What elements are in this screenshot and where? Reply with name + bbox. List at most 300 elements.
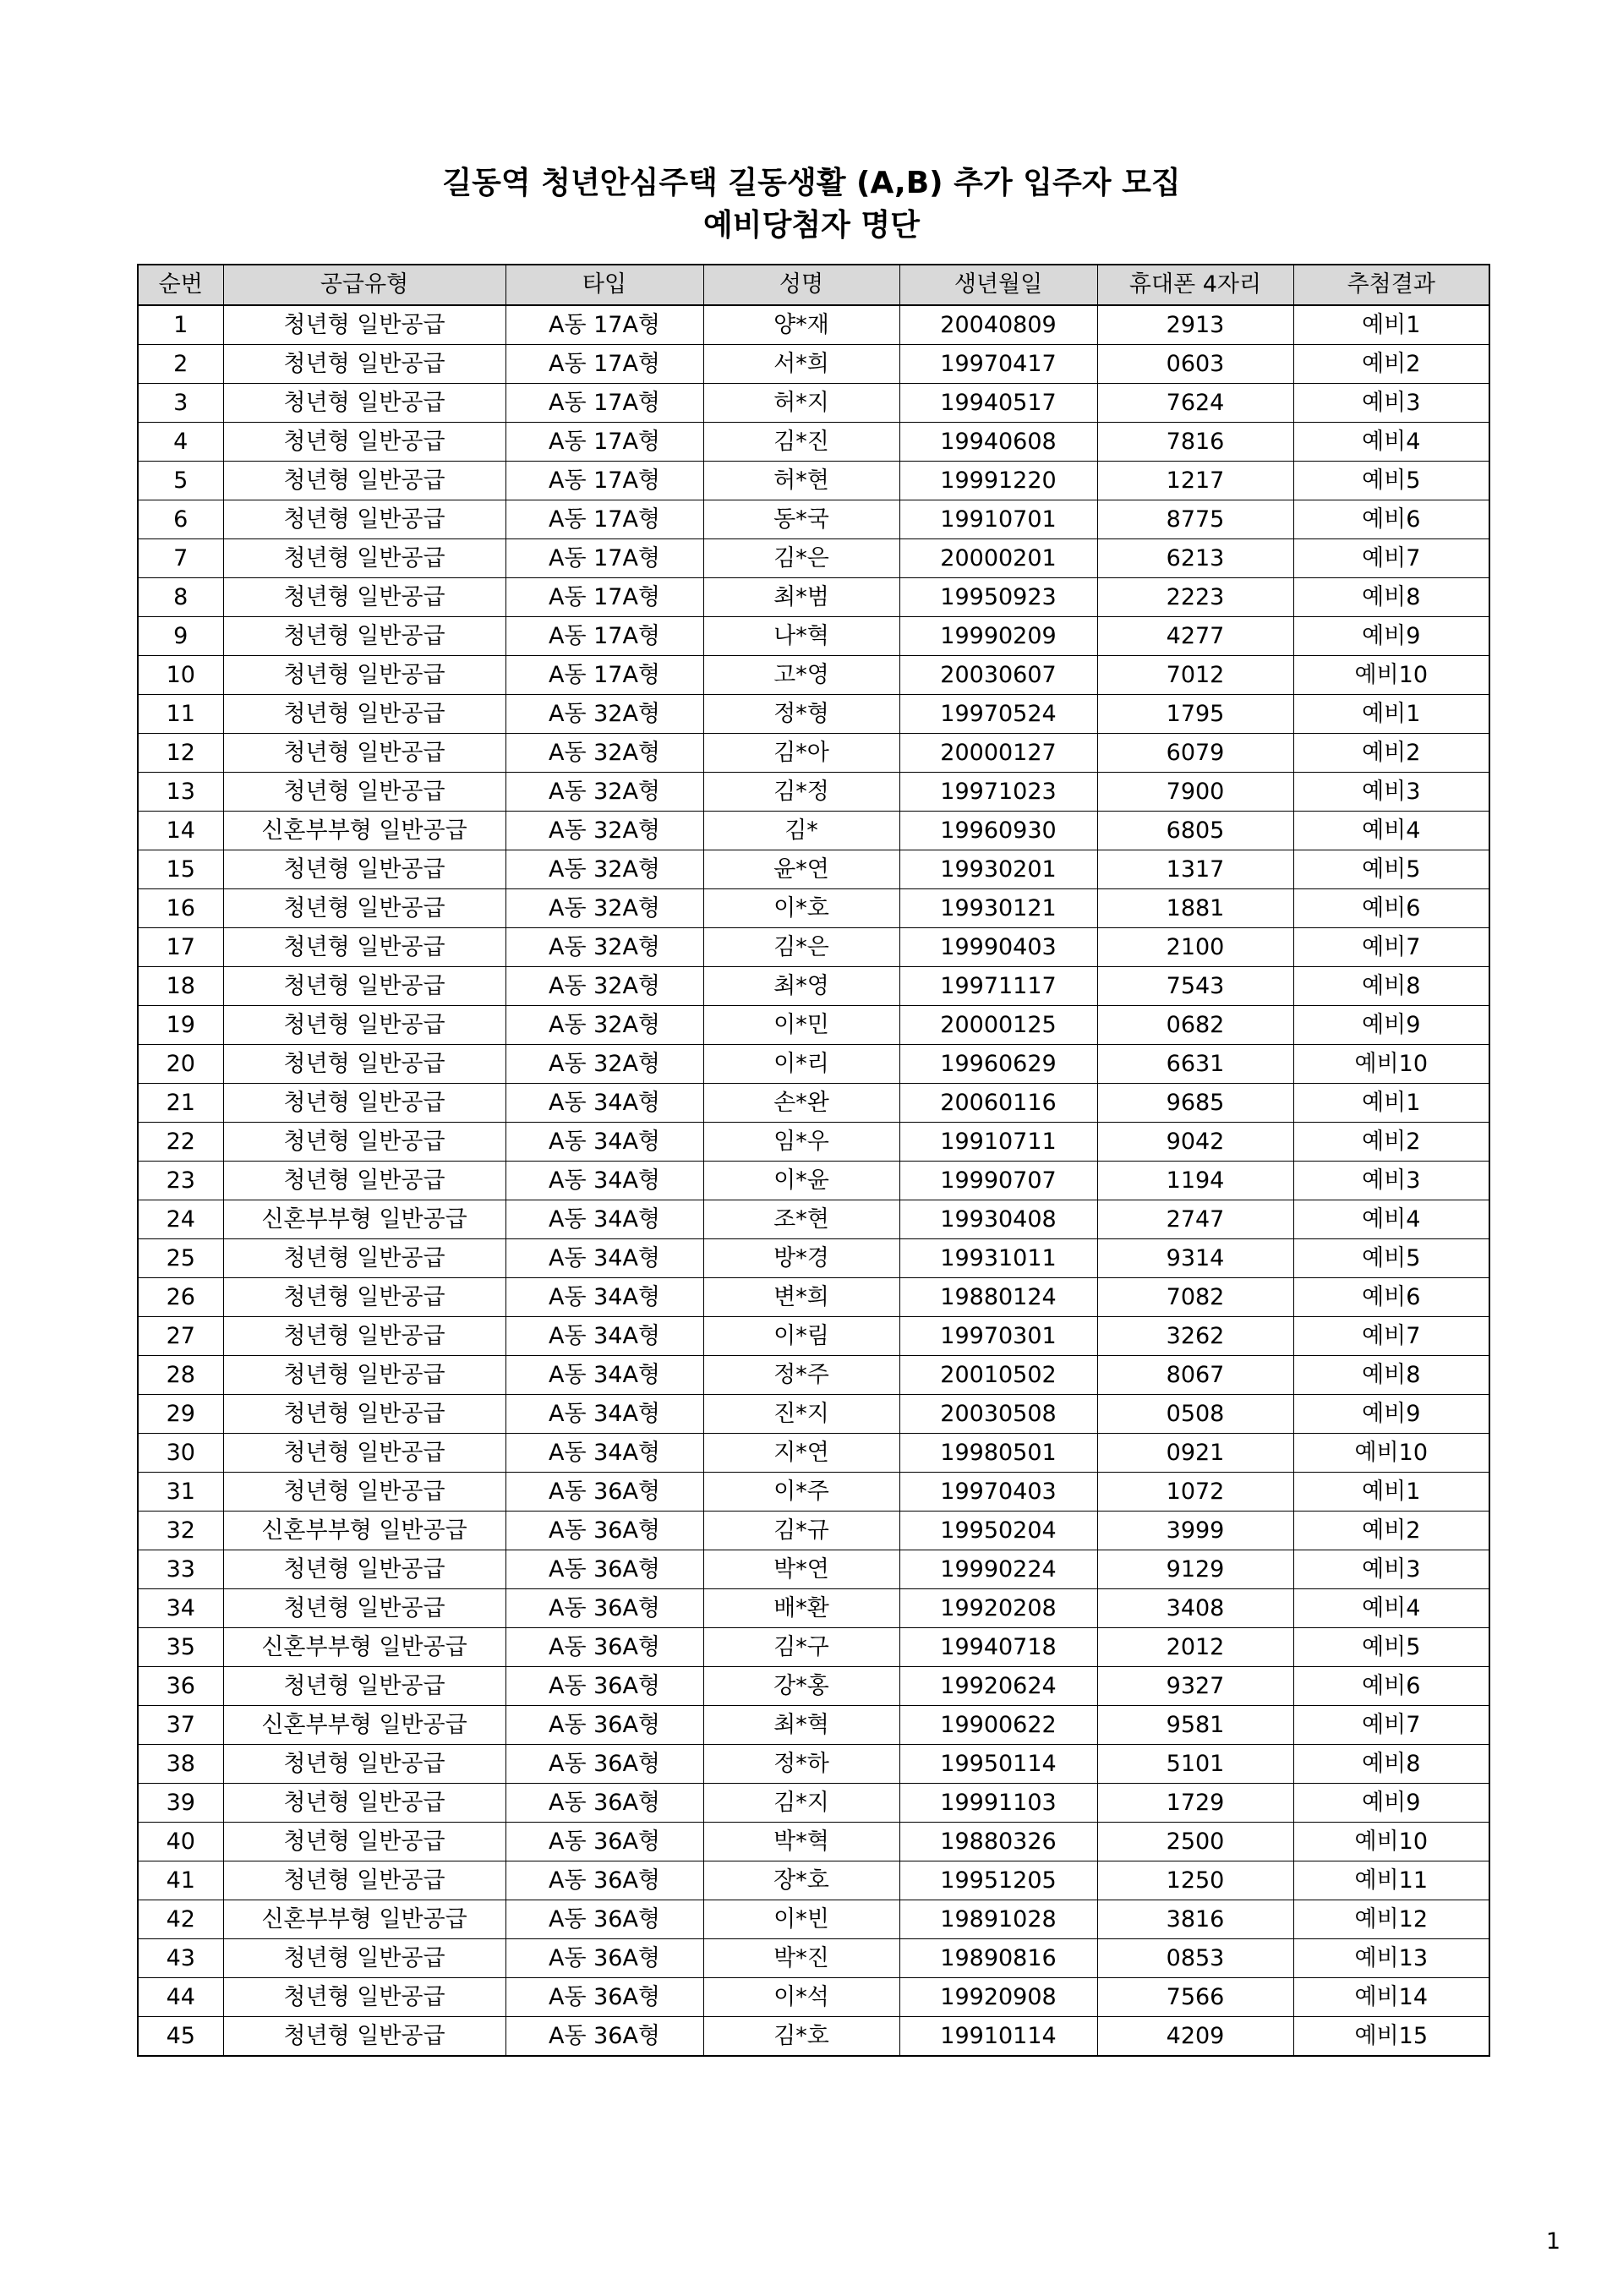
cell-unit-type: A동 17A형 <box>505 539 703 578</box>
cell-supply-type: 청년형 일반공급 <box>223 734 505 773</box>
cell-phone-last4: 2223 <box>1097 578 1293 617</box>
cell-draw-result: 예비1 <box>1293 695 1489 734</box>
cell-birthdate: 19920624 <box>899 1667 1097 1706</box>
cell-phone-last4: 2747 <box>1097 1200 1293 1239</box>
cell-supply-type: 청년형 일반공급 <box>223 1667 505 1706</box>
cell-unit-type: A동 32A형 <box>505 812 703 850</box>
cell-supply-type: 신혼부부형 일반공급 <box>223 1706 505 1745</box>
cell-birthdate: 19920908 <box>899 1978 1097 2017</box>
cell-seq: 28 <box>138 1356 223 1395</box>
cell-name: 정*하 <box>703 1745 899 1784</box>
cell-seq: 26 <box>138 1278 223 1317</box>
cell-unit-type: A동 17A형 <box>505 384 703 423</box>
cell-seq: 40 <box>138 1823 223 1861</box>
table-row <box>138 656 1489 695</box>
table-row <box>138 1784 1489 1823</box>
cell-seq: 21 <box>138 1084 223 1123</box>
cell-unit-type: A동 17A형 <box>505 500 703 539</box>
table-row <box>138 1512 1489 1550</box>
cell-unit-type: A동 34A형 <box>505 1356 703 1395</box>
cell-name: 진*지 <box>703 1395 899 1434</box>
cell-seq: 30 <box>138 1434 223 1473</box>
cell-seq: 29 <box>138 1395 223 1434</box>
cell-unit-type: A동 36A형 <box>505 1473 703 1512</box>
cell-seq: 33 <box>138 1550 223 1589</box>
cell-supply-type: 청년형 일반공급 <box>223 1317 505 1356</box>
table-row <box>138 1823 1489 1861</box>
cell-unit-type: A동 36A형 <box>505 1939 703 1978</box>
cell-seq: 8 <box>138 578 223 617</box>
cell-name: 김*규 <box>703 1512 899 1550</box>
cell-name: 최*혁 <box>703 1706 899 1745</box>
cell-name: 이*빈 <box>703 1900 899 1939</box>
cell-name: 김* <box>703 812 899 850</box>
cell-unit-type: A동 36A형 <box>505 1667 703 1706</box>
cell-phone-last4: 9129 <box>1097 1550 1293 1589</box>
cell-seq: 15 <box>138 850 223 889</box>
cell-name: 변*희 <box>703 1278 899 1317</box>
cell-seq: 44 <box>138 1978 223 2017</box>
table-row <box>138 423 1489 462</box>
cell-seq: 12 <box>138 734 223 773</box>
cell-phone-last4: 7816 <box>1097 423 1293 462</box>
cell-supply-type: 청년형 일반공급 <box>223 1978 505 2017</box>
cell-phone-last4: 0508 <box>1097 1395 1293 1434</box>
cell-birthdate: 19971023 <box>899 773 1097 812</box>
cell-seq: 3 <box>138 384 223 423</box>
cell-birthdate: 19920208 <box>899 1589 1097 1628</box>
cell-unit-type: A동 34A형 <box>505 1395 703 1434</box>
cell-unit-type: A동 36A형 <box>505 1550 703 1589</box>
cell-unit-type: A동 36A형 <box>505 1861 703 1900</box>
cell-birthdate: 19970417 <box>899 345 1097 384</box>
cell-birthdate: 19930201 <box>899 850 1097 889</box>
cell-name: 최*범 <box>703 578 899 617</box>
cell-unit-type: A동 32A형 <box>505 773 703 812</box>
cell-draw-result: 예비4 <box>1293 1589 1489 1628</box>
table-row <box>138 1356 1489 1395</box>
cell-name: 정*주 <box>703 1356 899 1395</box>
cell-name: 김*은 <box>703 539 899 578</box>
cell-name: 김*진 <box>703 423 899 462</box>
cell-draw-result: 예비2 <box>1293 734 1489 773</box>
table-row <box>138 1434 1489 1473</box>
cell-supply-type: 청년형 일반공급 <box>223 1473 505 1512</box>
cell-phone-last4: 7543 <box>1097 967 1293 1006</box>
cell-birthdate: 19991103 <box>899 1784 1097 1823</box>
cell-supply-type: 신혼부부형 일반공급 <box>223 1900 505 1939</box>
cell-phone-last4: 2913 <box>1097 305 1293 345</box>
cell-seq: 42 <box>138 1900 223 1939</box>
cell-name: 이*주 <box>703 1473 899 1512</box>
cell-supply-type: 청년형 일반공급 <box>223 1823 505 1861</box>
cell-unit-type: A동 17A형 <box>505 656 703 695</box>
cell-birthdate: 19880326 <box>899 1823 1097 1861</box>
cell-birthdate: 19891028 <box>899 1900 1097 1939</box>
cell-phone-last4: 1317 <box>1097 850 1293 889</box>
cell-birthdate: 19910114 <box>899 2017 1097 2057</box>
cell-seq: 38 <box>138 1745 223 1784</box>
cell-supply-type: 청년형 일반공급 <box>223 1123 505 1162</box>
cell-unit-type: A동 17A형 <box>505 617 703 656</box>
document-subtitle: 예비당첨자 명단 <box>703 208 920 243</box>
cell-birthdate: 20040809 <box>899 305 1097 345</box>
cell-phone-last4: 0853 <box>1097 1939 1293 1978</box>
cell-seq: 23 <box>138 1162 223 1200</box>
cell-birthdate: 19910701 <box>899 500 1097 539</box>
table-row <box>138 812 1489 850</box>
cell-name: 이*리 <box>703 1045 899 1084</box>
cell-seq: 11 <box>138 695 223 734</box>
cell-draw-result: 예비12 <box>1293 1900 1489 1939</box>
cell-birthdate: 19950204 <box>899 1512 1097 1550</box>
cell-supply-type: 신혼부부형 일반공급 <box>223 1512 505 1550</box>
cell-name: 서*희 <box>703 345 899 384</box>
cell-draw-result: 예비10 <box>1293 1823 1489 1861</box>
cell-unit-type: A동 36A형 <box>505 2017 703 2057</box>
table-row <box>138 734 1489 773</box>
cell-name: 이*림 <box>703 1317 899 1356</box>
cell-birthdate: 19980501 <box>899 1434 1097 1473</box>
cell-name: 김*은 <box>703 928 899 967</box>
cell-supply-type: 청년형 일반공급 <box>223 1939 505 1978</box>
cell-name: 김*구 <box>703 1628 899 1667</box>
cell-seq: 27 <box>138 1317 223 1356</box>
table-row <box>138 850 1489 889</box>
table-row <box>138 1667 1489 1706</box>
cell-draw-result: 예비3 <box>1293 773 1489 812</box>
cell-name: 이*호 <box>703 889 899 928</box>
cell-unit-type: A동 34A형 <box>505 1317 703 1356</box>
cell-phone-last4: 1250 <box>1097 1861 1293 1900</box>
cell-draw-result: 예비6 <box>1293 889 1489 928</box>
cell-birthdate: 19960930 <box>899 812 1097 850</box>
table-row <box>138 1978 1489 2017</box>
cell-phone-last4: 0682 <box>1097 1006 1293 1045</box>
cell-draw-result: 예비13 <box>1293 1939 1489 1978</box>
cell-phone-last4: 7566 <box>1097 1978 1293 2017</box>
cell-seq: 45 <box>138 2017 223 2057</box>
cell-supply-type: 청년형 일반공급 <box>223 423 505 462</box>
cell-name: 임*우 <box>703 1123 899 1162</box>
cell-unit-type: A동 36A형 <box>505 1900 703 1939</box>
cell-phone-last4: 1072 <box>1097 1473 1293 1512</box>
cell-supply-type: 청년형 일반공급 <box>223 1045 505 1084</box>
cell-supply-type: 청년형 일반공급 <box>223 1434 505 1473</box>
cell-supply-type: 청년형 일반공급 <box>223 305 505 345</box>
cell-unit-type: A동 36A형 <box>505 1589 703 1628</box>
table-row <box>138 617 1489 656</box>
cell-seq: 41 <box>138 1861 223 1900</box>
cell-draw-result: 예비10 <box>1293 656 1489 695</box>
cell-name: 김*아 <box>703 734 899 773</box>
cell-draw-result: 예비5 <box>1293 462 1489 500</box>
cell-phone-last4: 6213 <box>1097 539 1293 578</box>
cell-draw-result: 예비9 <box>1293 617 1489 656</box>
cell-supply-type: 청년형 일반공급 <box>223 695 505 734</box>
cell-seq: 36 <box>138 1667 223 1706</box>
cell-phone-last4: 7012 <box>1097 656 1293 695</box>
cell-draw-result: 예비4 <box>1293 423 1489 462</box>
table-row <box>138 889 1489 928</box>
cell-name: 강*홍 <box>703 1667 899 1706</box>
cell-birthdate: 19910711 <box>899 1123 1097 1162</box>
cell-draw-result: 예비8 <box>1293 578 1489 617</box>
cell-supply-type: 청년형 일반공급 <box>223 1239 505 1278</box>
cell-unit-type: A동 34A형 <box>505 1239 703 1278</box>
cell-phone-last4: 7900 <box>1097 773 1293 812</box>
cell-draw-result: 예비9 <box>1293 1395 1489 1434</box>
table-row <box>138 1939 1489 1978</box>
cell-phone-last4: 3408 <box>1097 1589 1293 1628</box>
table-row <box>138 345 1489 384</box>
cell-phone-last4: 1217 <box>1097 462 1293 500</box>
header-supply-type: 공급유형 <box>223 265 505 305</box>
cell-name: 김*호 <box>703 2017 899 2057</box>
header-birthdate: 생년월일 <box>899 265 1097 305</box>
cell-supply-type: 청년형 일반공급 <box>223 1395 505 1434</box>
cell-supply-type: 청년형 일반공급 <box>223 656 505 695</box>
cell-draw-result: 예비3 <box>1293 1162 1489 1200</box>
cell-draw-result: 예비7 <box>1293 1317 1489 1356</box>
cell-seq: 24 <box>138 1200 223 1239</box>
cell-name: 방*경 <box>703 1239 899 1278</box>
cell-seq: 22 <box>138 1123 223 1162</box>
cell-draw-result: 예비8 <box>1293 1745 1489 1784</box>
cell-birthdate: 20030508 <box>899 1395 1097 1434</box>
cell-birthdate: 20060116 <box>899 1084 1097 1123</box>
cell-unit-type: A동 17A형 <box>505 305 703 345</box>
table-row <box>138 1900 1489 1939</box>
cell-phone-last4: 8775 <box>1097 500 1293 539</box>
table-row <box>138 1162 1489 1200</box>
cell-supply-type: 청년형 일반공급 <box>223 462 505 500</box>
cell-birthdate: 19940608 <box>899 423 1097 462</box>
table-row <box>138 928 1489 967</box>
table-row <box>138 967 1489 1006</box>
cell-unit-type: A동 34A형 <box>505 1434 703 1473</box>
cell-birthdate: 19930121 <box>899 889 1097 928</box>
cell-unit-type: A동 36A형 <box>505 1706 703 1745</box>
cell-birthdate: 19930408 <box>899 1200 1097 1239</box>
cell-draw-result: 예비7 <box>1293 539 1489 578</box>
cell-name: 박*연 <box>703 1550 899 1589</box>
cell-draw-result: 예비2 <box>1293 1512 1489 1550</box>
cell-supply-type: 청년형 일반공급 <box>223 578 505 617</box>
cell-name: 김*지 <box>703 1784 899 1823</box>
cell-unit-type: A동 17A형 <box>505 423 703 462</box>
cell-name: 윤*연 <box>703 850 899 889</box>
cell-unit-type: A동 34A형 <box>505 1278 703 1317</box>
cell-draw-result: 예비1 <box>1293 1084 1489 1123</box>
header-draw-result: 추첨결과 <box>1293 265 1489 305</box>
cell-unit-type: A동 34A형 <box>505 1123 703 1162</box>
cell-seq: 20 <box>138 1045 223 1084</box>
table-header-row <box>138 265 1489 305</box>
cell-phone-last4: 4209 <box>1097 2017 1293 2057</box>
cell-draw-result: 예비11 <box>1293 1861 1489 1900</box>
cell-unit-type: A동 34A형 <box>505 1162 703 1200</box>
cell-seq: 16 <box>138 889 223 928</box>
cell-supply-type: 청년형 일반공급 <box>223 889 505 928</box>
cell-birthdate: 19900622 <box>899 1706 1097 1745</box>
cell-unit-type: A동 36A형 <box>505 1628 703 1667</box>
cell-phone-last4: 0921 <box>1097 1434 1293 1473</box>
cell-birthdate: 19990224 <box>899 1550 1097 1589</box>
cell-seq: 32 <box>138 1512 223 1550</box>
cell-birthdate: 19990209 <box>899 617 1097 656</box>
cell-phone-last4: 9327 <box>1097 1667 1293 1706</box>
cell-phone-last4: 2012 <box>1097 1628 1293 1667</box>
cell-unit-type: A동 17A형 <box>505 345 703 384</box>
cell-draw-result: 예비9 <box>1293 1784 1489 1823</box>
cell-unit-type: A동 32A형 <box>505 1045 703 1084</box>
table-row <box>138 1745 1489 1784</box>
table-row <box>138 1628 1489 1667</box>
cell-phone-last4: 3999 <box>1097 1512 1293 1550</box>
cell-draw-result: 예비5 <box>1293 1239 1489 1278</box>
cell-unit-type: A동 34A형 <box>505 1200 703 1239</box>
cell-phone-last4: 5101 <box>1097 1745 1293 1784</box>
cell-supply-type: 청년형 일반공급 <box>223 1745 505 1784</box>
cell-supply-type: 청년형 일반공급 <box>223 617 505 656</box>
cell-seq: 34 <box>138 1589 223 1628</box>
cell-seq: 9 <box>138 617 223 656</box>
table-row <box>138 1045 1489 1084</box>
cell-seq: 7 <box>138 539 223 578</box>
table-row <box>138 1200 1489 1239</box>
cell-birthdate: 19940517 <box>899 384 1097 423</box>
cell-unit-type: A동 32A형 <box>505 734 703 773</box>
cell-phone-last4: 1729 <box>1097 1784 1293 1823</box>
table-row <box>138 1589 1489 1628</box>
cell-phone-last4: 2100 <box>1097 928 1293 967</box>
cell-supply-type: 청년형 일반공급 <box>223 2017 505 2057</box>
cell-supply-type: 청년형 일반공급 <box>223 345 505 384</box>
cell-draw-result: 예비10 <box>1293 1045 1489 1084</box>
cell-phone-last4: 1795 <box>1097 695 1293 734</box>
cell-seq: 6 <box>138 500 223 539</box>
cell-birthdate: 19970403 <box>899 1473 1097 1512</box>
cell-phone-last4: 8067 <box>1097 1356 1293 1395</box>
cell-draw-result: 예비8 <box>1293 967 1489 1006</box>
cell-seq: 31 <box>138 1473 223 1512</box>
cell-unit-type: A동 36A형 <box>505 1745 703 1784</box>
cell-name: 동*국 <box>703 500 899 539</box>
cell-name: 지*연 <box>703 1434 899 1473</box>
page-number: 1 <box>1545 2228 1560 2255</box>
table-row <box>138 384 1489 423</box>
table-row <box>138 578 1489 617</box>
cell-supply-type: 청년형 일반공급 <box>223 1084 505 1123</box>
cell-supply-type: 청년형 일반공급 <box>223 1550 505 1589</box>
cell-supply-type: 청년형 일반공급 <box>223 1589 505 1628</box>
cell-phone-last4: 6079 <box>1097 734 1293 773</box>
cell-name: 허*지 <box>703 384 899 423</box>
cell-name: 고*영 <box>703 656 899 695</box>
cell-phone-last4: 3262 <box>1097 1317 1293 1356</box>
header-phone-last4: 휴대폰 4자리 <box>1097 265 1293 305</box>
cell-draw-result: 예비2 <box>1293 345 1489 384</box>
header-name: 성명 <box>703 265 899 305</box>
cell-name: 이*석 <box>703 1978 899 2017</box>
cell-draw-result: 예비3 <box>1293 384 1489 423</box>
cell-supply-type: 청년형 일반공급 <box>223 1006 505 1045</box>
cell-seq: 37 <box>138 1706 223 1745</box>
cell-draw-result: 예비15 <box>1293 2017 1489 2057</box>
cell-draw-result: 예비8 <box>1293 1356 1489 1395</box>
cell-birthdate: 20030607 <box>899 656 1097 695</box>
cell-supply-type: 청년형 일반공급 <box>223 1784 505 1823</box>
cell-name: 장*호 <box>703 1861 899 1900</box>
cell-draw-result: 예비3 <box>1293 1550 1489 1589</box>
cell-phone-last4: 9685 <box>1097 1084 1293 1123</box>
table-body <box>138 305 1489 2056</box>
cell-name: 이*윤 <box>703 1162 899 1200</box>
cell-seq: 39 <box>138 1784 223 1823</box>
cell-seq: 18 <box>138 967 223 1006</box>
table-row <box>138 1317 1489 1356</box>
cell-seq: 13 <box>138 773 223 812</box>
cell-draw-result: 예비1 <box>1293 1473 1489 1512</box>
cell-birthdate: 19971117 <box>899 967 1097 1006</box>
cell-supply-type: 신혼부부형 일반공급 <box>223 812 505 850</box>
cell-seq: 14 <box>138 812 223 850</box>
cell-birthdate: 20000125 <box>899 1006 1097 1045</box>
table-row <box>138 1395 1489 1434</box>
cell-unit-type: A동 32A형 <box>505 889 703 928</box>
cell-draw-result: 예비10 <box>1293 1434 1489 1473</box>
cell-unit-type: A동 32A형 <box>505 1006 703 1045</box>
table-row <box>138 695 1489 734</box>
cell-draw-result: 예비7 <box>1293 1706 1489 1745</box>
cell-birthdate: 20010502 <box>899 1356 1097 1395</box>
cell-phone-last4: 2500 <box>1097 1823 1293 1861</box>
cell-supply-type: 청년형 일반공급 <box>223 1162 505 1200</box>
cell-seq: 19 <box>138 1006 223 1045</box>
cell-birthdate: 20000127 <box>899 734 1097 773</box>
cell-draw-result: 예비5 <box>1293 850 1489 889</box>
cell-phone-last4: 9581 <box>1097 1706 1293 1745</box>
cell-phone-last4: 6805 <box>1097 812 1293 850</box>
cell-birthdate: 19990707 <box>899 1162 1097 1200</box>
header-seq: 순번 <box>138 265 223 305</box>
table-row <box>138 1861 1489 1900</box>
cell-seq: 5 <box>138 462 223 500</box>
cell-seq: 1 <box>138 305 223 345</box>
cell-birthdate: 19970301 <box>899 1317 1097 1356</box>
cell-seq: 25 <box>138 1239 223 1278</box>
cell-seq: 43 <box>138 1939 223 1978</box>
cell-name: 손*완 <box>703 1084 899 1123</box>
cell-supply-type: 청년형 일반공급 <box>223 1278 505 1317</box>
cell-supply-type: 청년형 일반공급 <box>223 539 505 578</box>
cell-supply-type: 청년형 일반공급 <box>223 967 505 1006</box>
cell-draw-result: 예비1 <box>1293 305 1489 345</box>
cell-unit-type: A동 32A형 <box>505 695 703 734</box>
table-row <box>138 2017 1489 2057</box>
cell-supply-type: 청년형 일반공급 <box>223 928 505 967</box>
cell-draw-result: 예비6 <box>1293 500 1489 539</box>
cell-unit-type: A동 36A형 <box>505 1823 703 1861</box>
table-row <box>138 1006 1489 1045</box>
cell-name: 배*환 <box>703 1589 899 1628</box>
cell-phone-last4: 4277 <box>1097 617 1293 656</box>
cell-name: 박*혁 <box>703 1823 899 1861</box>
cell-unit-type: A동 32A형 <box>505 967 703 1006</box>
reserve-winners-table <box>137 264 1490 2057</box>
cell-seq: 4 <box>138 423 223 462</box>
